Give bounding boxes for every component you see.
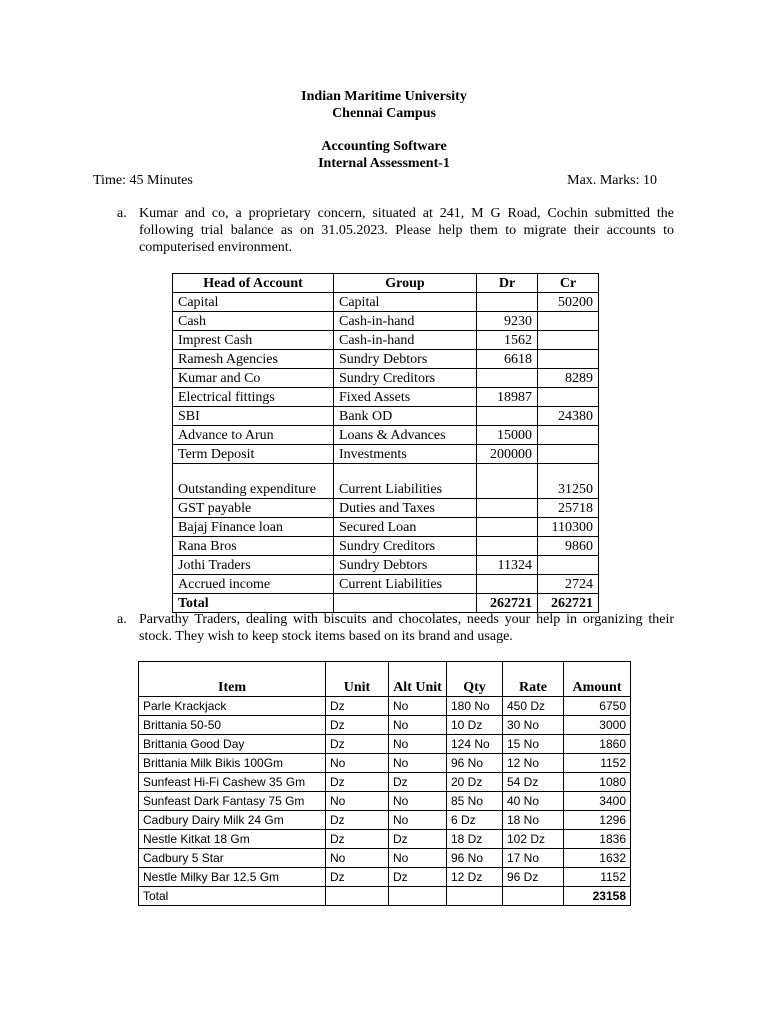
table-cell bbox=[538, 445, 599, 464]
question-2-label: a. bbox=[117, 612, 127, 627]
column-header: Rate bbox=[503, 662, 564, 697]
table-cell bbox=[477, 499, 538, 518]
table-cell: Nestle Milky Bar 12.5 Gm bbox=[139, 868, 326, 887]
total-cell: Total bbox=[139, 887, 326, 906]
table-row bbox=[139, 773, 631, 792]
table-cell: Dz bbox=[389, 773, 447, 792]
table-cell: Imprest Cash bbox=[173, 331, 334, 350]
column-header: Group bbox=[334, 274, 477, 293]
table-cell: Capital bbox=[173, 293, 334, 312]
table-cell: Sunfeast Dark Fantasy 75 Gm bbox=[139, 792, 326, 811]
table-cell bbox=[538, 312, 599, 331]
table-cell: Secured Loan bbox=[334, 518, 477, 537]
table-cell: 96 No bbox=[447, 754, 503, 773]
table-cell: Dz bbox=[326, 716, 389, 735]
table-cell: Cadbury Dairy Milk 24 Gm bbox=[139, 811, 326, 830]
table-cell: Loans & Advances bbox=[334, 426, 477, 445]
table-cell bbox=[477, 293, 538, 312]
table-cell: 30 No bbox=[503, 716, 564, 735]
table-cell: 15 No bbox=[503, 735, 564, 754]
table-cell: Dz bbox=[326, 697, 389, 716]
table-row bbox=[173, 369, 599, 388]
table-cell: 17 No bbox=[503, 849, 564, 868]
question-2-text: Parvathy Traders, dealing with biscuits and chocolates, needs your help in organizing their stock. They wish to keep stock items based on its brand and usage. bbox=[139, 612, 674, 644]
table-cell: No bbox=[389, 792, 447, 811]
table-cell: 54 Dz bbox=[503, 773, 564, 792]
stock-items-table bbox=[138, 661, 631, 906]
table-cell: 85 No bbox=[447, 792, 503, 811]
exam-meta bbox=[93, 172, 657, 189]
table-cell: 1860 bbox=[564, 735, 631, 754]
table-row bbox=[139, 735, 631, 754]
table-row bbox=[173, 499, 599, 518]
table-cell: Cash-in-hand bbox=[334, 312, 477, 331]
table-cell: 12 No bbox=[503, 754, 564, 773]
table-cell: Sundry Debtors bbox=[334, 350, 477, 369]
table-cell: Brittania Milk Bikis 100Gm bbox=[139, 754, 326, 773]
table-cell: Duties and Taxes bbox=[334, 499, 477, 518]
table-cell: 18 No bbox=[503, 811, 564, 830]
table-cell: 1152 bbox=[564, 868, 631, 887]
table-row bbox=[139, 868, 631, 887]
table-cell bbox=[477, 369, 538, 388]
table-row bbox=[139, 754, 631, 773]
table-cell: 180 No bbox=[447, 697, 503, 716]
table-cell: Sundry Creditors bbox=[334, 369, 477, 388]
table-row bbox=[139, 830, 631, 849]
table-row bbox=[173, 331, 599, 350]
title-block bbox=[0, 88, 768, 122]
table-cell: SBI bbox=[173, 407, 334, 426]
table-cell: Dz bbox=[326, 830, 389, 849]
table-cell: Sundry Debtors bbox=[334, 556, 477, 575]
table-cell: 11324 bbox=[477, 556, 538, 575]
column-header: Cr bbox=[538, 274, 599, 293]
table-cell bbox=[538, 331, 599, 350]
table-row bbox=[173, 575, 599, 594]
subject-title: Accounting Software bbox=[321, 139, 447, 154]
table-cell bbox=[477, 537, 538, 556]
table-cell: Current Liabilities bbox=[334, 464, 477, 499]
table-row bbox=[173, 388, 599, 407]
table-cell: Dz bbox=[326, 868, 389, 887]
table-cell: 102 Dz bbox=[503, 830, 564, 849]
table-row bbox=[173, 445, 599, 464]
table-cell: Dz bbox=[326, 735, 389, 754]
table-cell: Brittania Good Day bbox=[139, 735, 326, 754]
table-row bbox=[139, 716, 631, 735]
table-row bbox=[139, 792, 631, 811]
table-cell: 6618 bbox=[477, 350, 538, 369]
table-cell: 2724 bbox=[538, 575, 599, 594]
column-header: Qty bbox=[447, 662, 503, 697]
table-cell: Bank OD bbox=[334, 407, 477, 426]
table-cell: 6750 bbox=[564, 697, 631, 716]
table-row bbox=[173, 426, 599, 445]
marks-label: Max. Marks: 10 bbox=[567, 173, 657, 188]
table-row bbox=[173, 350, 599, 369]
table-cell bbox=[538, 426, 599, 445]
table-cell: No bbox=[389, 811, 447, 830]
table-cell: Kumar and Co bbox=[173, 369, 334, 388]
total-cell bbox=[503, 887, 564, 906]
campus-name: Chennai Campus bbox=[332, 106, 436, 121]
table-cell: 1562 bbox=[477, 331, 538, 350]
time-label: Time: 45 Minutes bbox=[93, 173, 193, 188]
table-header-row bbox=[139, 662, 631, 697]
table-cell bbox=[477, 518, 538, 537]
total-cell bbox=[447, 887, 503, 906]
total-cell bbox=[326, 887, 389, 906]
table-cell: Cash-in-hand bbox=[334, 331, 477, 350]
table-cell: 18987 bbox=[477, 388, 538, 407]
total-cell bbox=[334, 594, 477, 613]
table-cell: 1296 bbox=[564, 811, 631, 830]
table-cell: 18 Dz bbox=[447, 830, 503, 849]
table-cell: 3400 bbox=[564, 792, 631, 811]
table-cell: Rana Bros bbox=[173, 537, 334, 556]
table-row bbox=[173, 407, 599, 426]
table-cell: 24380 bbox=[538, 407, 599, 426]
table-cell: 9230 bbox=[477, 312, 538, 331]
table-cell: 1152 bbox=[564, 754, 631, 773]
question-1-text: Kumar and co, a proprietary concern, situated at 241, M G Road, Cochin submitted the following trial balance as on 31.05.2023. Please help them to migrate their accounts to computerised environment. bbox=[139, 206, 674, 255]
table-row bbox=[173, 518, 599, 537]
table-cell: 10 Dz bbox=[447, 716, 503, 735]
table-cell: No bbox=[389, 849, 447, 868]
table-cell: Accrued income bbox=[173, 575, 334, 594]
table-cell: 15000 bbox=[477, 426, 538, 445]
column-header: Head of Account bbox=[173, 274, 334, 293]
table-cell: No bbox=[389, 754, 447, 773]
table-cell: Electrical fittings bbox=[173, 388, 334, 407]
table-cell: 124 No bbox=[447, 735, 503, 754]
table-cell: Outstanding expenditure bbox=[173, 464, 334, 499]
table-cell: 31250 bbox=[538, 464, 599, 499]
table-cell: 1632 bbox=[564, 849, 631, 868]
table-cell bbox=[477, 407, 538, 426]
table-row bbox=[139, 697, 631, 716]
table-cell: 450 Dz bbox=[503, 697, 564, 716]
table-cell: Investments bbox=[334, 445, 477, 464]
table-cell: No bbox=[389, 716, 447, 735]
total-cell: Total bbox=[173, 594, 334, 613]
total-cell: 262721 bbox=[538, 594, 599, 613]
column-header: Unit bbox=[326, 662, 389, 697]
table-cell: Brittania 50-50 bbox=[139, 716, 326, 735]
university-name: Indian Maritime University bbox=[301, 89, 467, 104]
table-cell: Sundry Creditors bbox=[334, 537, 477, 556]
column-header: Item bbox=[139, 662, 326, 697]
table-row bbox=[139, 811, 631, 830]
total-cell: 23158 bbox=[564, 887, 631, 906]
trial-balance-table bbox=[172, 273, 599, 613]
table-cell: 110300 bbox=[538, 518, 599, 537]
table-cell: No bbox=[326, 754, 389, 773]
table-cell bbox=[538, 350, 599, 369]
table-cell: No bbox=[389, 735, 447, 754]
table-cell: 96 Dz bbox=[503, 868, 564, 887]
table-row bbox=[173, 537, 599, 556]
table-cell: 96 No bbox=[447, 849, 503, 868]
total-row bbox=[139, 887, 631, 906]
column-header: Alt Unit bbox=[389, 662, 447, 697]
table-cell: No bbox=[326, 849, 389, 868]
exam-title: Internal Assessment-1 bbox=[318, 156, 450, 171]
table-cell: Current Liabilities bbox=[334, 575, 477, 594]
table-cell: Dz bbox=[389, 830, 447, 849]
question-1-label: a. bbox=[117, 206, 127, 221]
table-cell: Sunfeast Hi-Fi Cashew 35 Gm bbox=[139, 773, 326, 792]
table-cell: 40 No bbox=[503, 792, 564, 811]
total-cell bbox=[389, 887, 447, 906]
table-cell: Capital bbox=[334, 293, 477, 312]
table-row bbox=[173, 556, 599, 575]
table-cell: 50200 bbox=[538, 293, 599, 312]
table-cell: 1836 bbox=[564, 830, 631, 849]
table-cell: Dz bbox=[326, 773, 389, 792]
table-row bbox=[173, 293, 599, 312]
table-cell: Nestle Kitkat 18 Gm bbox=[139, 830, 326, 849]
table-cell bbox=[477, 464, 538, 499]
table-cell: Ramesh Agencies bbox=[173, 350, 334, 369]
total-row bbox=[173, 594, 599, 613]
table-cell: No bbox=[326, 792, 389, 811]
table-cell: 6 Dz bbox=[447, 811, 503, 830]
column-header: Dr bbox=[477, 274, 538, 293]
table-cell: 9860 bbox=[538, 537, 599, 556]
table-cell: Parle Krackjack bbox=[139, 697, 326, 716]
table-cell: Cash bbox=[173, 312, 334, 331]
column-header: Amount bbox=[564, 662, 631, 697]
table-row bbox=[173, 464, 599, 499]
table-row bbox=[173, 312, 599, 331]
table-cell: 3000 bbox=[564, 716, 631, 735]
table-header-row bbox=[173, 274, 599, 293]
table-cell: 12 Dz bbox=[447, 868, 503, 887]
table-cell bbox=[538, 388, 599, 407]
table-cell: Cadbury 5 Star bbox=[139, 849, 326, 868]
table-cell: Term Deposit bbox=[173, 445, 334, 464]
table-cell bbox=[538, 556, 599, 575]
table-cell: 1080 bbox=[564, 773, 631, 792]
table-cell: Bajaj Finance loan bbox=[173, 518, 334, 537]
table-cell bbox=[477, 575, 538, 594]
exam-block bbox=[0, 138, 768, 172]
table-cell: Dz bbox=[326, 811, 389, 830]
table-row bbox=[139, 849, 631, 868]
table-cell: 8289 bbox=[538, 369, 599, 388]
table-cell: No bbox=[389, 697, 447, 716]
table-cell: Advance to Arun bbox=[173, 426, 334, 445]
table-cell: 20 Dz bbox=[447, 773, 503, 792]
table-cell: Fixed Assets bbox=[334, 388, 477, 407]
table-cell: 200000 bbox=[477, 445, 538, 464]
table-cell: Dz bbox=[389, 868, 447, 887]
total-cell: 262721 bbox=[477, 594, 538, 613]
table-cell: Jothi Traders bbox=[173, 556, 334, 575]
table-cell: GST payable bbox=[173, 499, 334, 518]
table-cell: 25718 bbox=[538, 499, 599, 518]
